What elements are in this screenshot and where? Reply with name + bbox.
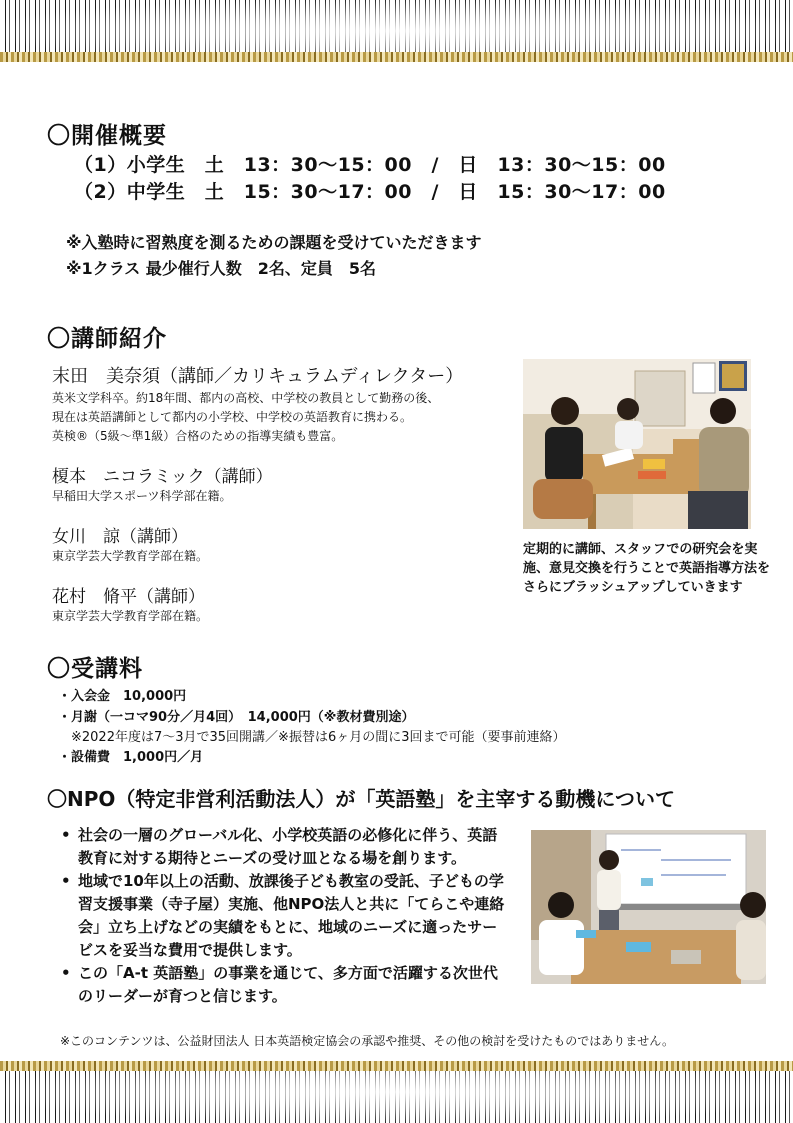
staff-meeting-photo [523,359,751,529]
instructor-desc-line: 東京学芸大学教育学部在籍。 [52,549,209,563]
instructor-name: 榎本 ニコラミック（講師） [52,467,273,487]
bullet-icon: • [61,964,71,982]
fee-item: ・月謝（一コマ90分／月4回） 14,000円（※教材費別途） [58,710,415,725]
fee-item: ・入会金 10,000円 [58,689,187,704]
instructor-desc-line: 英検®（5級〜準1級）合格のための指導実績も豊富。 [52,429,344,443]
meeting-photo-caption: 定期的に講師、スタッフでの研究会を実施、意見交換を行うことで英語指導方法をさらにブラッシュアップしていきます [523,542,771,595]
list-item: • この「A-t 英語塾」の事業を通じて、多方面で活躍する次世代のリーダーが育つと信じます。 [61,964,498,1005]
list-item: • 社会の一層のグローバル化、小学校英語の必修化に伴う、英語教育に対する期待とニーズの受け皿となる場を創ります。 [61,826,498,867]
instructors-heading: 〇講師紹介 [47,326,167,352]
fees-heading: 〇受講料 [47,656,143,682]
top-decorative-band [0,0,793,62]
bullet-icon: • [61,826,71,844]
schedule-elementary: （1）小学生 土 13：30〜15：00 / 日 13：30〜15：00 [74,154,666,176]
instructor-name: 女川 諒（講師） [52,527,188,547]
instructor-desc-line: 東京学芸大学教育学部在籍。 [52,609,209,623]
instructor-name: 花村 脩平（講師） [52,587,205,607]
schedule-junior-high: （2）中学生 土 15：30〜17：00 / 日 15：30〜17：00 [74,181,666,203]
disclaimer-text: ※このコンテンツは、公益財団法人 日本英語検定協会の承認や推奨、その他の検討を受けたものではありません。 [60,1034,674,1048]
instructor-name: 末田 美奈須（講師／カリキュラムディレクター） [52,366,464,387]
npo-motivation-list [56,824,506,1008]
overview-heading: 〇開催概要 [47,123,167,149]
note-placement-test: ※入塾時に習熟度を測るための課題を受けていただきます [66,233,482,252]
fee-item: ・設備費 1,000円／月 [58,750,204,765]
instructor-desc-line: 英米文学科卒。約18年間、都内の高校、中学校の教員として勤務の後、 [52,391,440,405]
npo-heading: 〇NPO（特定非営利活動法人）が「英語塾」を主宰する動機について [47,787,675,811]
classroom-photo [531,830,766,984]
instructor-desc-line: 早稲田大学スポーツ科学部在籍。 [52,489,232,503]
fee-note: ※2022年度は7〜3月で35回開講／※振替は6ヶ月の間に3回まで可能（要事前連絡） [58,730,566,745]
note-class-size: ※1クラス 最少催行人数 2名、定員 5名 [66,259,377,278]
instructor-desc-line: 現在は英語講師として都内の小学校、中学校の英語教育に携わる。 [52,410,413,424]
bullet-icon: • [61,872,71,890]
list-item: • 地域で10年以上の活動、放課後子ども教室の受託、子どもの学習支援事業（寺子屋）実施、他NPO法人と共に「てらこや連絡会」立ち上げなどの実績をもとに、地域のニーズに適ったサービスを妥当な費用で提供します。 [61,872,505,959]
bottom-decorative-band [0,1061,793,1123]
